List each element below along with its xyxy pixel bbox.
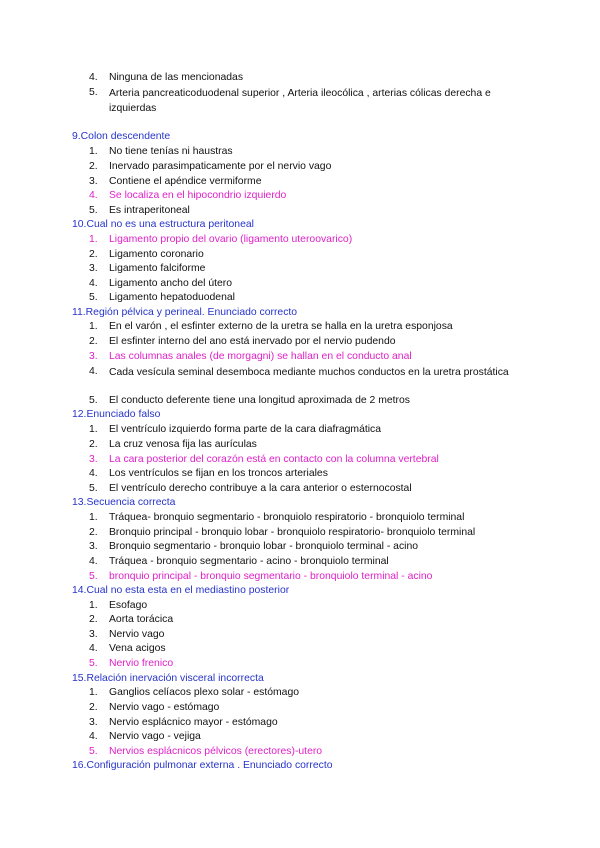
option-text: El esfinter interno del ano está inervado por el nervio pudendo	[109, 336, 396, 347]
question-11-title: 11.Región pélvica y perineal. Enunciado correcto	[72, 307, 298, 318]
option-number: 1.	[89, 234, 98, 245]
option-number: 5.	[89, 87, 98, 98]
question-13-title: 13.Secuencia correcta	[72, 497, 176, 508]
option-number: 3.	[89, 176, 98, 187]
option-text: Ligamento propio del ovario (ligamento uteroovarico)	[109, 234, 353, 245]
option-number: 2.	[89, 249, 98, 260]
option-number: 3.	[89, 717, 98, 728]
option-text: Ligamento falciforme	[109, 263, 206, 274]
option-number: 1.	[89, 687, 98, 698]
option-text: Contiene el apéndice vermiforme	[109, 176, 262, 187]
option-text: Las columnas anales (de morgagni) se hallan en el conducto anal	[109, 351, 412, 362]
option-number: 5.	[89, 483, 98, 494]
option-text: Ligamento hepatoduodenal	[109, 292, 235, 303]
option-text: Nervio vago - estómago	[109, 702, 220, 713]
question-10-title: 10.Cual no es una estructura peritoneal	[72, 219, 254, 230]
option-number: 2.	[89, 161, 98, 172]
option-text: Nervio esplácnico mayor - estómago	[109, 717, 278, 728]
option-text: En el varón , el esfinter externo de la uretra se halla en la uretra esponjosa	[109, 321, 453, 332]
option-text: Nervio frenico	[109, 658, 174, 669]
option-text: Es intraperitoneal	[109, 205, 190, 216]
option-text: Bronquio segmentario - bronquio lobar - bronquiolo terminal - acino	[109, 541, 419, 552]
option-text: Ninguna de las mencionadas	[109, 72, 244, 83]
option-number: 5.	[89, 395, 98, 406]
option-text: Vena acigos	[109, 643, 166, 654]
option-text: Nervio vago	[109, 629, 165, 640]
option-number: 5.	[89, 571, 98, 582]
option-number: 2.	[89, 336, 98, 347]
option-text: Tráquea - bronquio segmentario - acino - bronquiolo terminal	[109, 556, 389, 567]
option-text: Bronquio principal - bronquio lobar - bronquiolo respiratorio- bronquiolo terminal	[109, 527, 476, 538]
option-text: Aorta torácica	[109, 614, 174, 625]
option-text: Esofago	[109, 600, 148, 611]
option-text: Inervado parasimpaticamente por el nervio vago	[109, 161, 332, 172]
option-number: 1.	[89, 424, 98, 435]
option-number: 4.	[89, 366, 98, 377]
question-9-title: 9.Colon descendente	[72, 131, 171, 142]
question-15-title: 15.Relación inervación visceral incorrecta	[72, 673, 264, 684]
option-number: 2.	[89, 614, 98, 625]
option-number: 1.	[89, 146, 98, 157]
option-text: Ligamento ancho del útero	[109, 278, 233, 289]
option-number: 3.	[89, 454, 98, 465]
option-text: La cruz venosa fija las aurículas	[109, 439, 257, 450]
option-number: 3.	[89, 351, 98, 362]
option-number: 4.	[89, 72, 98, 83]
option-text: Se localiza en el hipocondrio izquierdo	[109, 190, 287, 201]
question-12-title: 12.Enunciado falso	[72, 409, 161, 420]
option-number: 1.	[89, 321, 98, 332]
option-text: Ligamento coronario	[109, 249, 204, 260]
option-text: No tiene tenías ni haustras	[109, 146, 233, 157]
option-number: 3.	[89, 629, 98, 640]
option-text: La cara posterior del corazón está en contacto con la columna vertebral	[109, 454, 439, 465]
question-16-title: 16.Configuración pulmonar externa . Enunciado correcto	[72, 760, 333, 771]
option-number: 2.	[89, 702, 98, 713]
option-text: El conducto deferente tiene una longitud aproximada de 2 metros	[109, 395, 410, 406]
option-text: bronquio principal - bronquio segmentario - bronquiolo terminal - acino	[109, 571, 433, 582]
option-number: 5.	[89, 746, 98, 757]
option-number: 4.	[89, 643, 98, 654]
option-number: 5.	[89, 205, 98, 216]
option-number: 3.	[89, 263, 98, 274]
option-text: El ventrículo derecho contribuye a la cara anterior o esternocostal	[109, 483, 412, 494]
option-text: Arteria pancreaticoduodenal superior , Arteria ileocólica , arterias cólicas derecha e izquierdas	[109, 88, 491, 114]
option-number: 4.	[89, 278, 98, 289]
option-number: 2.	[89, 439, 98, 450]
option-text: Nervio vago - vejiga	[109, 731, 201, 742]
option-text: El ventrículo izquierdo forma parte de la cara diafragmática	[109, 424, 382, 435]
option-number: 4.	[89, 556, 98, 567]
option-number: 4.	[89, 731, 98, 742]
question-14-title: 14.Cual no esta esta en el mediastino posterior	[72, 585, 290, 596]
option-text: Cada vesícula seminal desemboca mediante muchos conductos en la uretra prostática	[109, 367, 509, 378]
option-number: 4.	[89, 468, 98, 479]
option-text: Nervios esplácnicos pélvicos (erectores)-utero	[109, 746, 323, 757]
option-number: 3.	[89, 541, 98, 552]
option-number: 1.	[89, 600, 98, 611]
option-text: Ganglios celíacos plexo solar - estómago	[109, 687, 300, 698]
option-number: 5.	[89, 658, 98, 669]
option-text: Los ventrículos se fijan en los troncos arteriales	[109, 468, 328, 479]
option-text: Tráquea- bronquio segmentario - bronquiolo respiratorio - bronquiolo terminal	[109, 512, 465, 523]
option-number: 5.	[89, 292, 98, 303]
option-number: 4.	[89, 190, 98, 201]
option-number: 2.	[89, 527, 98, 538]
option-number: 1.	[89, 512, 98, 523]
